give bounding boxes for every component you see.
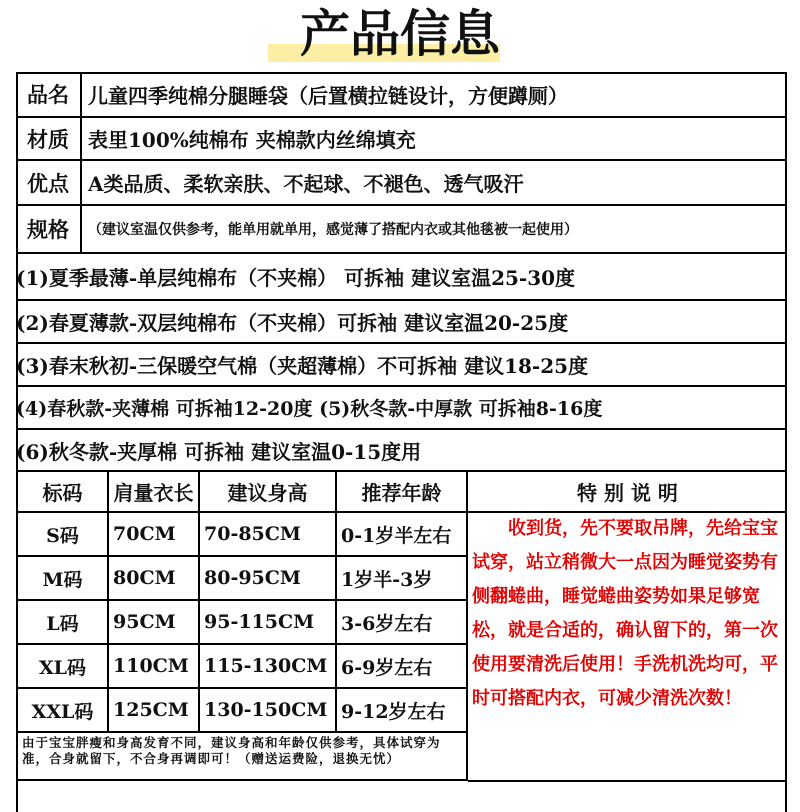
age-cell: 3-6岁左右 [337, 601, 468, 645]
info-value: A类品质、柔软亲肤、不起球、不褪色、透气吸汗 [88, 172, 524, 196]
info-value: 儿童四季纯棉分腿睡袋（后置横拉链设计，方便蹲厕） [88, 83, 568, 108]
spec-row [16, 430, 787, 472]
info-value: 表里100%纯棉布 夹棉款内丝绵填充 [88, 128, 416, 152]
spec-text: (4)春秋款-夹薄棉 可拆袖12-20度 (5)秋冬款-中厚款 可拆袖8-16度 [16, 398, 603, 420]
size-cell: S码 [18, 513, 109, 557]
header-special: 特 别 说 明 [468, 472, 787, 513]
length-cell: 80CM [109, 557, 200, 601]
special-instructions: 收到货，先不要取吊牌，先给宝宝试穿，站立稍微大一点因为睡觉姿势有侧翻蜷曲，睡觉蜷曲姿势如果足够宽松，就是合适的，确认留下的，第一次使用要清洗后使用！手洗机洗均可，平时可搭配内衣，可减少清洗次数！ [468, 512, 787, 782]
info-label: 规格 [16, 206, 82, 252]
info-row-advantages [16, 161, 787, 206]
info-row-material [16, 118, 787, 161]
age-cell: 9-12岁左右 [337, 689, 468, 733]
info-label: 优点 [16, 161, 82, 204]
info-label: 品名 [16, 72, 82, 116]
spec-text: (3)春末秋初-三保暖空气棉（夹超薄棉）不可拆袖 建议18-25度 [16, 354, 589, 378]
age-cell: 6-9岁左右 [337, 645, 468, 689]
spec-row [16, 344, 787, 387]
info-value: （建议室温仅供参考，能单用就单用，感觉薄了搭配内衣或其他毯被一起使用） [88, 222, 578, 238]
page-title: 产品信息 [300, 5, 500, 63]
length-cell: 70CM [109, 513, 200, 557]
header-length: 肩量衣长 [109, 472, 200, 513]
age-cell: 0-1岁半左右 [337, 513, 468, 557]
spec-text: (1)夏季最薄-单层纯棉布（不夹棉） 可拆袖 建议室温25-30度 [16, 266, 576, 290]
age-cell: 1岁半-3岁 [337, 557, 468, 601]
size-cell: XL码 [18, 645, 109, 689]
spec-row [16, 301, 787, 344]
size-cell: XXL码 [18, 689, 109, 733]
height-cell: 95-115CM [200, 601, 337, 645]
spec-text: (2)春夏薄款-双层纯棉布（不夹棉）可拆袖 建议室温20-25度 [16, 311, 569, 335]
header-height: 建议身高 [200, 472, 337, 513]
length-cell: 95CM [109, 601, 200, 645]
spec-text: (6)秋冬款-夹厚棉 可拆袖 建议室温0-15度用 [16, 439, 422, 464]
header-age: 推荐年龄 [337, 472, 468, 513]
height-cell: 115-130CM [200, 645, 337, 689]
length-cell: 125CM [109, 689, 200, 733]
info-row-name [16, 72, 787, 118]
length-cell: 110CM [109, 645, 200, 689]
spec-row [16, 254, 787, 301]
height-cell: 130-150CM [200, 689, 337, 733]
size-note: 由于宝宝胖瘦和身高发育不同，建议身高和年龄仅供参考，具体试穿为准，合身就留下，不合身再调即可！（赠送运费险，退换无忧） [18, 733, 468, 781]
info-label: 材质 [16, 118, 82, 159]
height-cell: 70-85CM [200, 513, 337, 557]
info-row-spec [16, 206, 787, 254]
height-cell: 80-95CM [200, 557, 337, 601]
header-size: 标码 [18, 472, 109, 513]
size-cell: M码 [18, 557, 109, 601]
spec-row [16, 387, 787, 430]
size-cell: L码 [18, 601, 109, 645]
